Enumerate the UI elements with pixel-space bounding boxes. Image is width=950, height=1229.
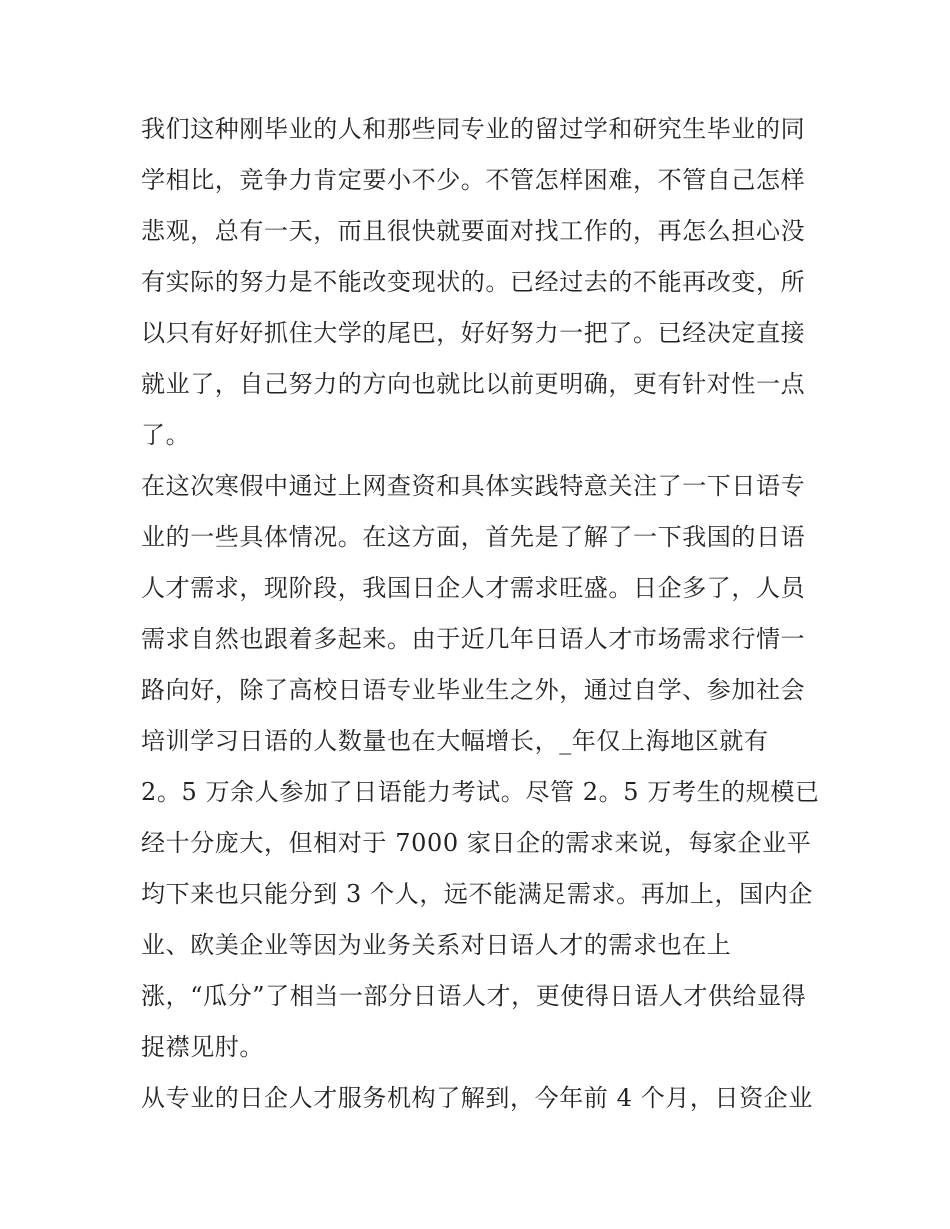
text-line: 有实际的努力是不能改变现状的。已经过去的不能再改变，所 bbox=[141, 268, 806, 296]
text-line: 捉襟见肘。 bbox=[141, 1033, 264, 1061]
text-line: 经十分庞大，但相对于 7000 家日企的需求来说，每家企业平 bbox=[141, 829, 812, 857]
text-line: 涨，“瓜分”了相当一部分日语人才，更使得日语人才供给显得 bbox=[141, 982, 807, 1010]
text-line: 业、欧美企业等因为业务关系对日语人才的需求也在上 bbox=[141, 931, 732, 959]
text-line: 在这次寒假中通过上网查资和具体实践特意关注了一下日语专 bbox=[141, 472, 806, 500]
text-line: 以只有好好抓住大学的尾巴，好好努力一把了。已经决定直接 bbox=[141, 319, 806, 347]
text-line: 2。5 万余人参加了日语能力考试。尽管 2。5 万考生的规模已 bbox=[141, 778, 820, 806]
text-line: 从专业的日企人才服务机构了解到，今年前 4 个月，日资企业 bbox=[141, 1084, 813, 1112]
text-line: 悲观，总有一天，而且很快就要面对找工作的，再怎么担心没 bbox=[141, 217, 806, 245]
text-line: 了。 bbox=[141, 421, 191, 449]
text-line: 学相比，竞争力肯定要小不少。不管怎样困难，不管自己怎样 bbox=[141, 166, 806, 194]
text-line: 需求自然也跟着多起来。由于近几年日语人才市场需求行情一 bbox=[141, 625, 806, 653]
body-text bbox=[141, 104, 821, 1124]
text-line: 均下来也只能分到 3 个人，远不能满足需求。再加上，国内企 bbox=[141, 880, 813, 908]
text-line: 路向好，除了高校日语专业毕业生之外，通过自学、参加社会 bbox=[141, 676, 806, 704]
text-line: 就业了，自己努力的方向也就比以前更明确，更有针对性一点 bbox=[141, 370, 806, 398]
text-line: 人才需求，现阶段，我国日企人才需求旺盛。日企多了，人员 bbox=[141, 574, 806, 602]
text-line: 我们这种刚毕业的人和那些同专业的留过学和研究生毕业的同 bbox=[141, 115, 806, 143]
text-line: 培训学习日语的人数量也在大幅增长，_年仅上海地区就有 bbox=[141, 727, 769, 755]
text-line: 业的一些具体情况。在这方面，首先是了解了一下我国的日语 bbox=[141, 523, 806, 551]
